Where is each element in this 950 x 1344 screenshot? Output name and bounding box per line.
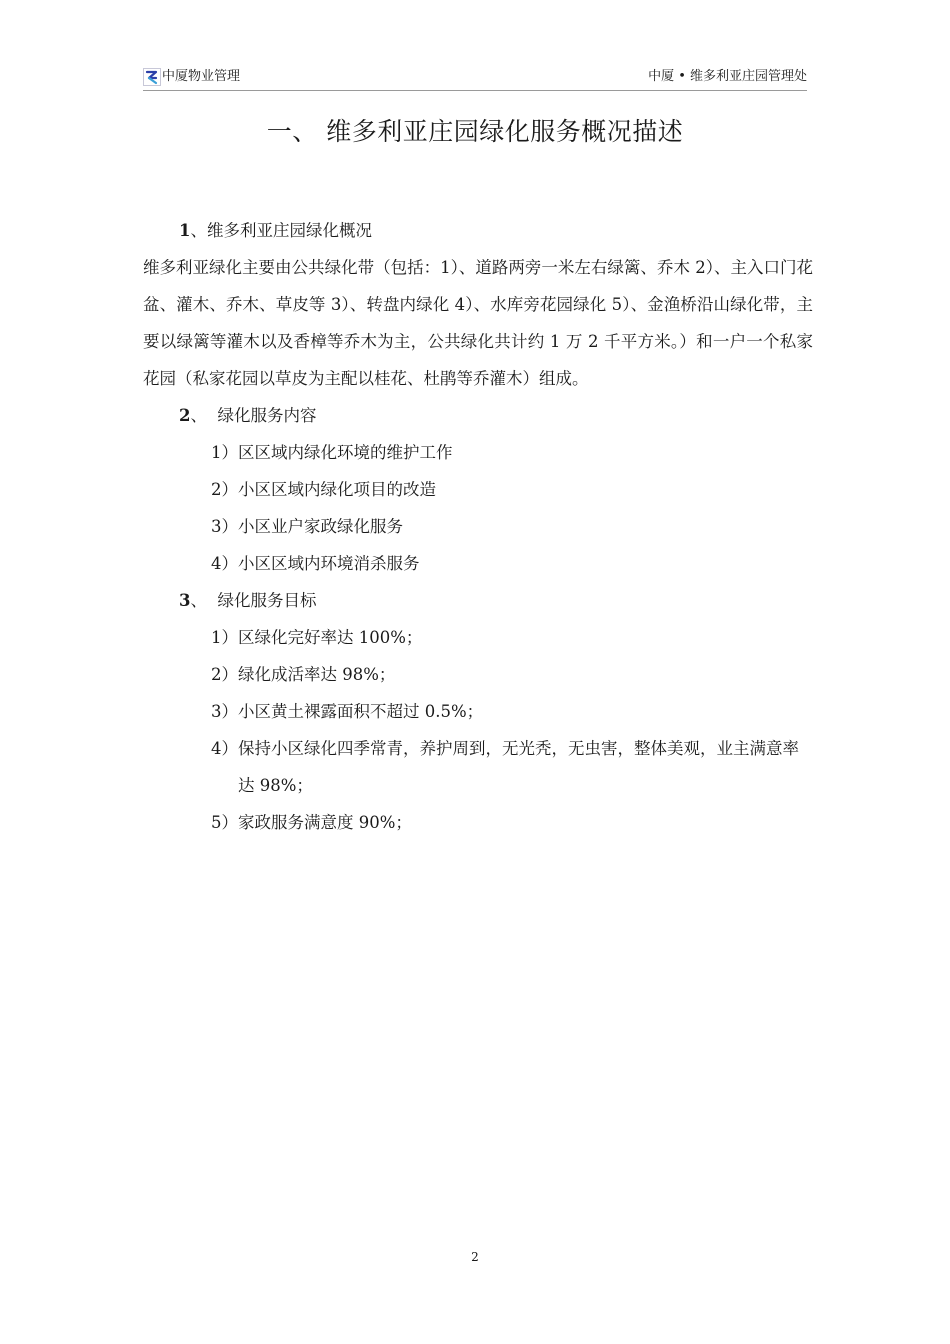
section-1-title: 维多利亚庄园绿化概况 (206, 221, 372, 240)
list-item-text: 区绿化完好率达 100%； (238, 628, 423, 647)
zhongxia-logo-icon (143, 68, 161, 86)
page-title: 一、 维多利亚庄园绿化服务概况描述 (266, 117, 684, 146)
list-item (143, 693, 813, 730)
list-item-text: 绿化成活率达 98%； (238, 665, 396, 684)
document-body (143, 212, 813, 841)
section-3-title: 绿化服务目标 (217, 591, 317, 610)
list-item-number: 5） (211, 813, 238, 832)
list-item (143, 730, 813, 804)
list-item: 4）小区区域内环境消杀服务 (211, 554, 420, 573)
list-item (143, 656, 813, 693)
page-number: 2 (471, 1250, 479, 1264)
company-logo-group (143, 68, 240, 86)
list-item-number: 1） (211, 628, 238, 647)
section-2-title: 绿化服务内容 (217, 406, 317, 425)
list-item (143, 619, 813, 656)
section-1-heading (143, 212, 813, 249)
list-item-text: 保持小区绿化四季常青，养护周到，无光秃，无虫害，整体美观，业主满意率达 98%； (238, 739, 799, 795)
list-item: 3）小区业户家政绿化服务 (211, 517, 403, 536)
section-3-heading (143, 582, 813, 619)
section-3-number: 3 (179, 591, 191, 610)
company-name: 中厦物业管理 (162, 69, 241, 84)
section-1-paragraph: 维多利亚绿化主要由公共绿化带（包括：1）、道路两旁一米左右绿篱、乔木 2）、主入口门花盆、灌木、乔木、草皮等 3）、转盘内绿化 4）、水库旁花园绿化 5）、金渔桥沿山绿化带，主要以绿篱等灌木以及香樟等乔木为主，公共绿化共计约 1 万 2 千平方米。）和一户一个私家花园（私家花园以草皮为主配以桂花、杜鹃等乔灌木）组成。 (143, 258, 813, 388)
list-item (143, 804, 813, 841)
list-item: 2）小区区域内绿化项目的改造 (211, 480, 436, 499)
section-1-separator: 、 (190, 221, 207, 240)
list-item-text: 家政服务满意度 90%； (238, 813, 412, 832)
department-name: 中厦 • 维多利亚庄园管理处 (648, 69, 807, 84)
list-item-number: 3） (211, 702, 238, 721)
list-item-text: 小区黄土裸露面积不超过 0.5%； (238, 702, 484, 721)
section-2-number: 2 (179, 406, 191, 425)
section-2-separator: 、 (190, 406, 207, 425)
section-2-heading (143, 397, 813, 434)
section-3-separator: 、 (190, 591, 207, 610)
list-item-number: 2） (211, 665, 238, 684)
list-item: 1）区区域内绿化环境的维护工作 (211, 443, 453, 462)
list-item-number: 4） (211, 739, 238, 758)
section-1-number: 1 (179, 221, 191, 240)
page-header (143, 62, 807, 91)
